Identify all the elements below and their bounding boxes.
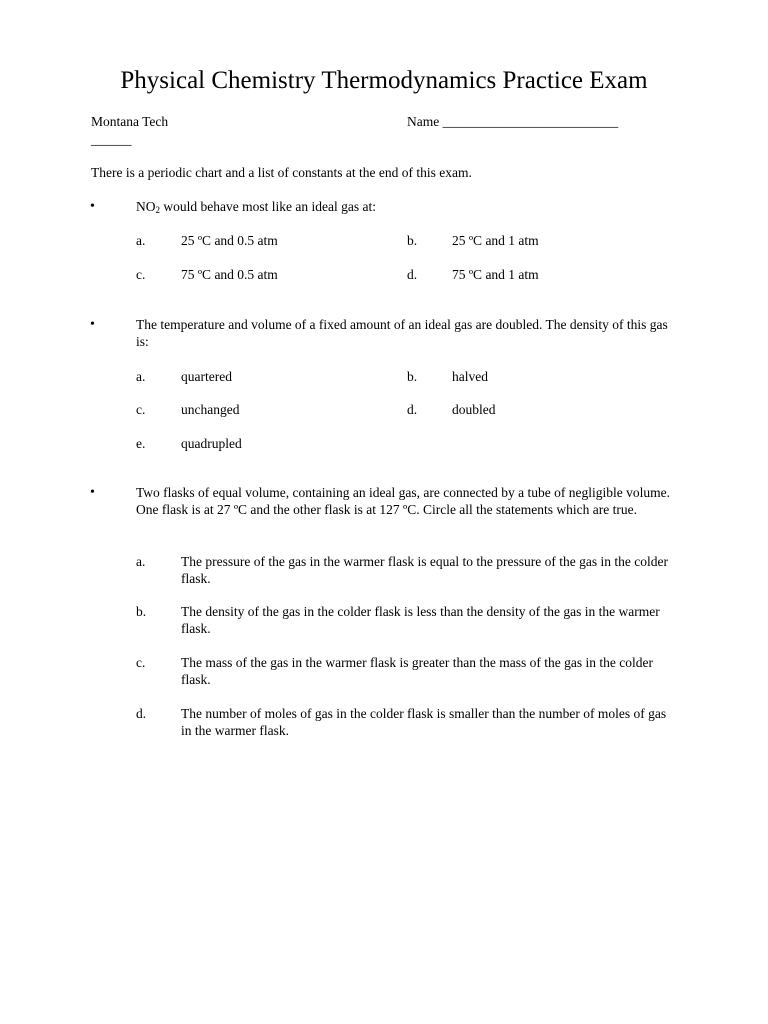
question-3-text: Two flasks of equal volume, containing an ideal gas, are connected by a tube of negligible volume. One flask is at 27 ºC and the other flask is at 127 ºC. Circle all the statements which are true. — [136, 485, 671, 517]
q1-option-c-letter: c. — [136, 267, 146, 282]
q1-text-post: would behave most like an ideal gas at: — [160, 199, 376, 214]
q3-option-c-text: The mass of the gas in the warmer flask is greater than the mass of the gas in the colder flask. — [181, 655, 653, 687]
name-field-label — [407, 113, 618, 130]
question-2-text: The temperature and volume of a fixed amount of an ideal gas are doubled. The density of this gas is: — [136, 317, 668, 349]
name-line-extra: _____ — [584, 114, 619, 129]
question-1-bullet: • — [90, 199, 95, 214]
name-label: Name _____________________ — [407, 114, 585, 129]
q3-option-d-text: The number of moles of gas in the colder flask is smaller than the number of moles of gas in the warmer flask. — [181, 706, 667, 738]
q1-text-pre: NO — [136, 199, 156, 214]
q3-option-b-text: The density of the gas in the colder flask is less than the density of the gas in the warmer flask. — [181, 604, 660, 636]
q1-option-d-letter: d. — [407, 267, 418, 282]
q1-text-sub: 2 — [155, 205, 160, 215]
q3-option-c-letter: c. — [136, 655, 146, 670]
q1-option-a-letter: a. — [136, 233, 146, 248]
q2-option-c-text: unchanged — [181, 402, 240, 417]
question-1-text — [136, 198, 676, 215]
q2-option-a-text: quartered — [181, 369, 232, 384]
page-title: Physical Chemistry Thermodynamics Practice Exam — [120, 67, 648, 94]
q2-option-a-letter: a. — [136, 369, 146, 384]
q1-option-d-text: 75 ºC and 1 atm — [452, 267, 539, 282]
name-line-wrap: ______ — [91, 132, 132, 147]
q2-option-d-text: doubled — [452, 402, 496, 417]
q3-option-a-letter: a. — [136, 554, 146, 569]
q2-option-e-text: quadrupled — [181, 436, 242, 451]
q2-option-b-letter: b. — [407, 369, 418, 384]
q1-option-a-text: 25 ºC and 0.5 atm — [181, 233, 278, 248]
q2-option-e-letter: e. — [136, 436, 146, 451]
question-2-bullet: • — [90, 317, 95, 332]
q3-option-b-letter: b. — [136, 604, 147, 619]
q3-option-a-text: The pressure of the gas in the warmer flask is equal to the pressure of the gas in the colder flask. — [181, 554, 668, 586]
q2-option-c-letter: c. — [136, 402, 146, 417]
q1-option-b-text: 25 ºC and 1 atm — [452, 233, 539, 248]
q3-option-d-letter: d. — [136, 706, 147, 721]
q1-option-c-text: 75 ºC and 0.5 atm — [181, 267, 278, 282]
q2-option-d-letter: d. — [407, 402, 418, 417]
intro-text: There is a periodic chart and a list of constants at the end of this exam. — [91, 165, 472, 180]
question-3-bullet: • — [90, 485, 95, 500]
q2-option-b-text: halved — [452, 369, 488, 384]
school-name: Montana Tech — [91, 114, 169, 129]
q1-option-b-letter: b. — [407, 233, 418, 248]
